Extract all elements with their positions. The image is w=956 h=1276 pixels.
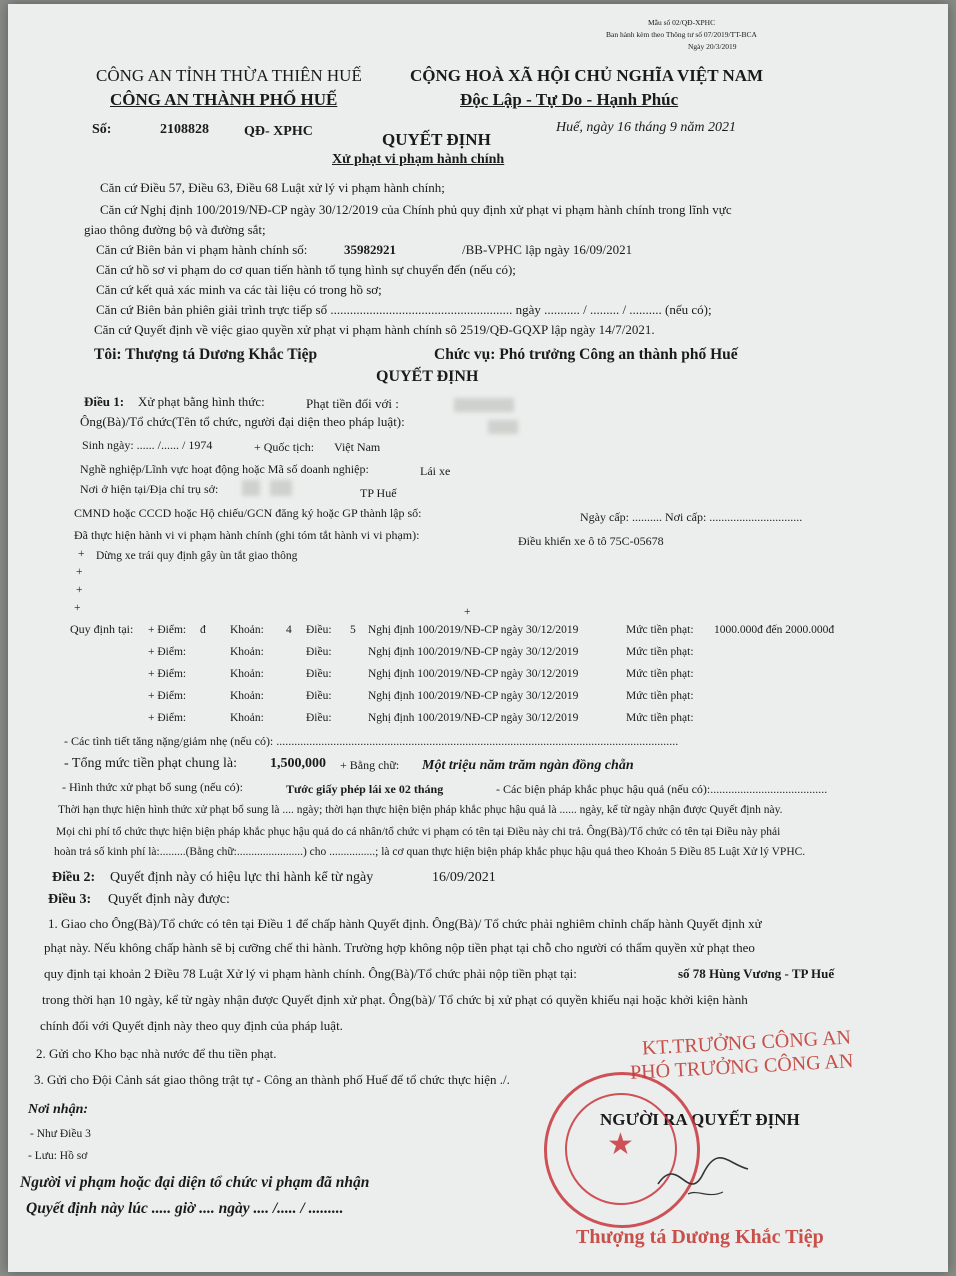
document-page — [8, 4, 948, 1272]
preamble-line-5: Căn cứ kết quả xác minh va các tài liệu có trong hồ sơ; — [96, 282, 382, 297]
redacted-address-block-2 — [270, 480, 292, 496]
preamble-line-3-label: Căn cứ Biên bản vi phạm hành chính số: — [96, 242, 308, 257]
reg-row — [148, 646, 868, 664]
handwritten-signature — [648, 1144, 758, 1214]
art3-payment-place: số 78 Hùng Vương - TP Huế — [678, 966, 835, 981]
reg-fine-label: Mức tiền phạt: — [626, 690, 694, 702]
art3-text: Quyết định này được: — [108, 892, 230, 907]
reg-decree: Nghị định 100/2019/NĐ-CP ngày 30/12/2019 — [368, 646, 579, 658]
reg-fine-label: Mức tiền phạt: — [626, 668, 694, 680]
reg-decree: Nghị định 100/2019/NĐ-CP ngày 30/12/2019 — [368, 712, 579, 724]
signature-deputy: PHÓ TRƯỞNG CÔNG AN — [629, 1050, 854, 1084]
art1-label: Điều 1: — [84, 394, 125, 409]
act-plus-1: + — [78, 548, 85, 560]
issuer-city: CÔNG AN THÀNH PHỐ HUẾ — [110, 90, 338, 109]
art3-label: Điều 3: — [48, 892, 92, 907]
reg-dieu-label: Điều: — [306, 712, 332, 724]
form-code: Mẫu số 02/QĐ-XPHC — [648, 18, 716, 27]
issuer-province: CÔNG AN TỈNH THỪA THIÊN HUẾ — [96, 66, 362, 85]
officer-position: Chức vụ: Phó trưởng Công an thành phố Huế — [434, 346, 738, 363]
art1-nationality-label: + Quốc tịch: — [254, 440, 315, 454]
officer-name: Tôi: Thượng tá Dương Khắc Tiệp — [94, 346, 318, 363]
art3-p1c: quy định tại khoản 2 Điều 78 Luật Xử lý vi phạm hành chính. Ông(Bà)/Tổ chức phải nộp tiền phạt tại: — [44, 966, 577, 981]
signature-kt: KT.TRƯỞNG CÔNG AN — [641, 1026, 852, 1060]
art1-form: Xử phạt bằng hình thức: — [138, 394, 265, 409]
art1-address-value: TP Huế — [360, 486, 397, 500]
reg-khoan-label: Khoản: — [230, 624, 264, 636]
seal-star-icon: ★ — [607, 1128, 634, 1161]
signer-name: Thượng tá Dương Khắc Tiệp — [576, 1226, 824, 1248]
reg-dieu-label: Điều: — [306, 668, 332, 680]
form-date: Ngày 20/3/2019 — [688, 42, 737, 51]
act-plus-4: + — [74, 602, 81, 614]
reg-diem-value: đ — [200, 624, 206, 636]
art1-id: CMND hoặc CCCD hoặc Hộ chiếu/GCN đăng ký hoặc GP thành lập số: — [74, 506, 422, 520]
reg-dieu-label: Điều: — [306, 646, 332, 658]
reg-decree: Nghị định 100/2019/NĐ-CP ngày 30/12/2019 — [368, 668, 579, 680]
art2-date: 16/09/2021 — [432, 870, 496, 885]
art1-acts: Đã thực hiện hành vi vi phạm hành chính (ghi tóm tắt hành vi vi phạm): — [74, 528, 420, 542]
doc-subtitle: Xử phạt vi phạm hành chính — [332, 152, 505, 167]
act-plus-3: + — [76, 584, 83, 596]
reg-dieu-label: Điều: — [306, 624, 332, 636]
preamble-line-3-rest: /BB-VPHC lập ngày 16/09/2021 — [462, 242, 633, 257]
preamble-line-6: Căn cứ Biên bản phiên giải trình trực tiếp số ........................................................ ngày ........... / ......... / .......... (nếu có); — [96, 302, 712, 317]
art1-total-label: - Tổng mức tiền phạt chung là: — [64, 756, 237, 771]
form-basis: Ban hành kèm theo Thông tư số 07/2019/TT-BCA — [606, 30, 757, 39]
art1-issue-date: Ngày cấp: .......... Nơi cấp: ............................... — [580, 510, 803, 524]
reg-decree: Nghị định 100/2019/NĐ-CP ngày 30/12/2019 — [368, 624, 579, 636]
art1-form-value: Phạt tiền đối với : — [306, 396, 399, 411]
art3-p1d: trong thời hạn 10 ngày, kể từ ngày nhận được Quyết định xử phạt. Ông(bà)/ Tổ chức bị xử phạt có quyền khiếu nại hoặc khởi kiện hành — [42, 992, 748, 1007]
reg-diem-label: + Điểm: — [148, 646, 187, 658]
receipt-line-2: Quyết định này lúc ..... giờ .... ngày .... /..... / ......... — [26, 1200, 344, 1217]
reg-row — [148, 624, 868, 642]
reg-row — [148, 690, 868, 708]
reg-decree: Nghị định 100/2019/NĐ-CP ngày 30/12/2019 — [368, 690, 579, 702]
reg-khoan-label: Khoản: — [230, 668, 264, 680]
redacted-address-block-1 — [242, 480, 260, 496]
receipt-line-1: Người vi phạm hoặc đại diện tổ chức vi phạm đã nhận — [20, 1174, 370, 1191]
reg-khoan-label: Khoản: — [230, 712, 264, 724]
preamble-line-1: Căn cứ Điều 57, Điều 63, Điều 68 Luật xử lý vi phạm hành chính; — [100, 180, 445, 195]
reg-dieu-label: Điều: — [306, 690, 332, 702]
preamble-line-2a: Căn cứ Nghị định 100/2019/NĐ-CP ngày 30/12/2019 của Chính phủ quy định xử phạt vi phạm hành chính trong lĩnh vực — [100, 202, 732, 217]
reg-dieu-value: 5 — [350, 624, 356, 636]
decision-title: QUYẾT ĐỊNH — [376, 368, 479, 385]
reg-fine-label: Mức tiền phạt: — [626, 624, 694, 636]
art1-address: Nơi ở hiện tại/Địa chỉ trụ sở: — [80, 482, 219, 496]
preamble-line-2b: giao thông đường bộ và đường sắt; — [84, 222, 266, 237]
art1-total: 1,500,000 — [270, 756, 326, 771]
number-value: 2108828 — [160, 122, 209, 137]
reg-khoan-label: Khoản: — [230, 646, 264, 658]
art3-p1e: chính đối với Quyết định này theo quy định của pháp luật. — [40, 1018, 343, 1033]
nation-name: CỘNG HOÀ XÃ HỘI CHỦ NGHĨA VIỆT NAM — [410, 66, 764, 85]
art2-label: Điều 2: — [52, 870, 96, 885]
art1-extra: Tước giấy phép lái xe 02 tháng — [286, 782, 444, 796]
preamble-line-4: Căn cứ hồ sơ vi phạm do cơ quan tiến hành tố tụng hình sự chuyển đến (nếu có); — [96, 262, 516, 277]
art1-vehicle: Điều khiển xe ô tô 75C-05678 — [518, 534, 664, 548]
reg-diem-label: + Điểm: — [148, 624, 187, 636]
signer-title: NGƯỜI RA QUYẾT ĐỊNH — [600, 1110, 800, 1129]
recipients-title: Nơi nhận: — [28, 1102, 89, 1117]
reg-khoan-value: 4 — [286, 624, 292, 636]
art1-job: Nghề nghiệp/Lĩnh vực hoạt động hoặc Mã số doanh nghiệp: — [80, 462, 369, 476]
reg-diem-label: + Điểm: — [148, 712, 187, 724]
art1-extra-label: - Hình thức xử phạt bổ sung (nếu có): — [62, 780, 243, 794]
art1-term: Thời hạn thực hiện hình thức xử phạt bổ sung là .... ngày; thời hạn thực hiện biện pháp khắc phục hậu quả là ...... ngày, kể từ ngày nhận được Quyết định này. — [58, 804, 783, 816]
reg-khoan-label: Khoản: — [230, 690, 264, 702]
art1-nationality: Việt Nam — [334, 440, 381, 454]
reg-row — [148, 668, 868, 686]
art3-p3: 3. Gửi cho Đội Cảnh sát giao thông trật tự - Công an thành phố Huế để tổ chức thực hiện ./. — [34, 1072, 510, 1087]
art2-text: Quyết định này có hiệu lực thi hành kể từ ngày — [110, 870, 374, 885]
number-suffix: QĐ- XPHC — [244, 124, 313, 139]
place-date: Huế, ngày 16 tháng 9 năm 2021 — [556, 120, 737, 135]
preamble-record-number: 35982921 — [344, 242, 396, 257]
reg-row — [148, 712, 868, 730]
art1-cost-1: Mọi chi phí tổ chức thực hiện biện pháp khắc phục hậu quả do cá nhân/tổ chức vi phạm có tên tại Điều này chi trả. Ông(Bà)/Tổ chức có tên tại Điều này phải — [56, 826, 781, 838]
regs-label: Quy định tại: — [70, 622, 134, 636]
redacted-org-block — [488, 420, 518, 434]
reg-fine-label: Mức tiền phạt: — [626, 712, 694, 724]
act-plus-2: + — [76, 566, 83, 578]
reg-fine-amount: 1000.000đ đến 2000.000đ — [714, 624, 835, 636]
recipient-2: - Lưu: Hồ sơ — [28, 1150, 88, 1162]
act-plus-5: + — [464, 606, 471, 618]
art1-act-1: Dừng xe trái quy định gây ùn tắt giao thông — [96, 550, 298, 562]
reg-fine-label: Mức tiền phạt: — [626, 646, 694, 658]
art1-cost-2: hoàn trả số kinh phí là:.........(Bằng chữ:.......................) cho ................; là cơ quan thực hiện biện pháp khắc phục hậu quả theo Khoản 5 Điều 85 Luật Xử lý VPHC. — [54, 846, 806, 858]
reg-diem-label: + Điểm: — [148, 690, 187, 702]
art3-p1b: phạt này. Nếu không chấp hành sẽ bị cưỡng chế thi hành. Trường hợp không nộp tiền phạt tại chỗ cho người có thẩm quyền xử phạt theo — [44, 940, 755, 955]
art1-aggravating: - Các tình tiết tăng nặng/giảm nhẹ (nếu có): ...................................................................................................................................... — [64, 734, 679, 748]
number-label: Số: — [92, 122, 112, 137]
art1-remedy: - Các biện pháp khắc phục hậu quả (nếu có):....................................... — [496, 782, 828, 796]
preamble-line-7: Căn cứ Quyết định về việc giao quyền xử phạt vi phạm hành chính sô 2519/QĐ-GQXP lập ngày 14/7/2021. — [94, 322, 655, 337]
doc-title: QUYẾT ĐỊNH — [382, 130, 491, 149]
art1-person: Ông(Bà)/Tổ chức(Tên tổ chức, người đại diện theo pháp luật): — [80, 414, 405, 429]
art1-words-label: + Bằng chữ: — [340, 758, 400, 772]
nation-motto: Độc Lập - Tự Do - Hạnh Phúc — [460, 90, 679, 109]
art1-job-value: Lái xe — [420, 464, 451, 478]
art1-dob: Sinh ngày: ...... /...... / 1974 — [82, 438, 213, 452]
recipient-1: - Như Điều 3 — [30, 1128, 91, 1140]
reg-diem-label: + Điểm: — [148, 668, 187, 680]
art3-p1a: 1. Giao cho Ông(Bà)/Tổ chức có tên tại Điều 1 để chấp hành Quyết định. Ông(Bà)/ Tổ chức phải nghiêm chỉnh chấp hành Quyết định xử — [48, 916, 762, 931]
art1-words: Một triệu năm trăm ngàn đồng chẵn — [422, 758, 634, 773]
art3-p2: 2. Gửi cho Kho bạc nhà nước để thu tiền phạt. — [36, 1046, 277, 1061]
redacted-name-block — [454, 398, 514, 412]
